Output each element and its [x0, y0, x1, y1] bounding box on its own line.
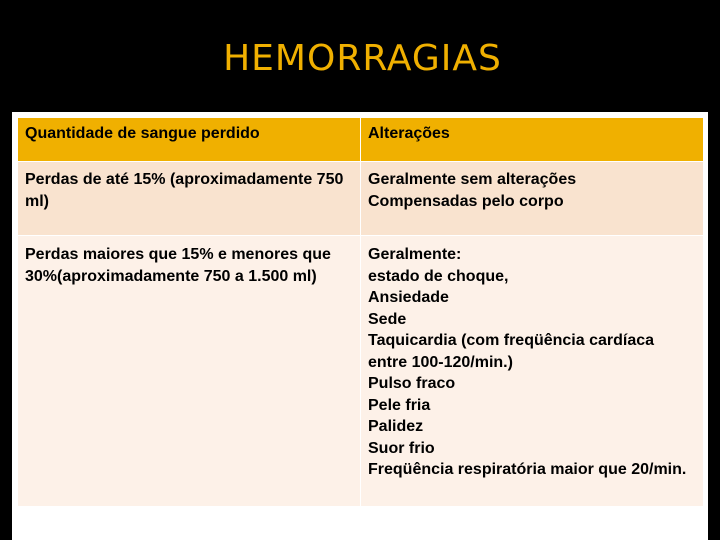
row-changes — [361, 162, 704, 236]
change-line: Geralmente: — [368, 246, 462, 263]
row-amount: Perdas de até 15% (aproximadamente 750 ml) — [18, 162, 361, 236]
change-line: Sede — [368, 310, 407, 328]
header-changes: Alterações — [361, 118, 704, 162]
row-changes — [361, 236, 704, 507]
row-amount: Perdas maiores que 15% e menores que 30%(aproximadamente 750 a 1.500 ml) — [18, 236, 361, 507]
header-blood-lost: Quantidade de sangue perdido — [18, 118, 361, 162]
table-header-row — [18, 118, 704, 162]
change-line: Pele fria — [368, 396, 431, 414]
change-line: Suor frio — [368, 439, 435, 457]
hemorrhage-table — [17, 117, 704, 507]
left-border — [0, 112, 12, 540]
change-line: Ansiedade — [368, 289, 449, 306]
right-border — [708, 112, 720, 540]
change-line: Pulso fraco — [368, 375, 456, 392]
change-line: Palidez — [368, 418, 424, 435]
change-line: estado de choque, — [368, 267, 509, 285]
slide-title: HEMORRAGIAS — [223, 38, 502, 79]
change-line: Freqüência respiratória maior que 20/min. — [368, 461, 687, 478]
change-line: Taquicardia (com freqüência cardíaca entre 100-120/min.) — [368, 332, 655, 371]
table-row — [18, 236, 704, 507]
change-line: Compensadas pelo corpo — [368, 192, 564, 210]
change-line: Geralmente sem alterações — [368, 171, 577, 188]
title-bar — [0, 0, 720, 112]
table-row — [18, 162, 704, 236]
